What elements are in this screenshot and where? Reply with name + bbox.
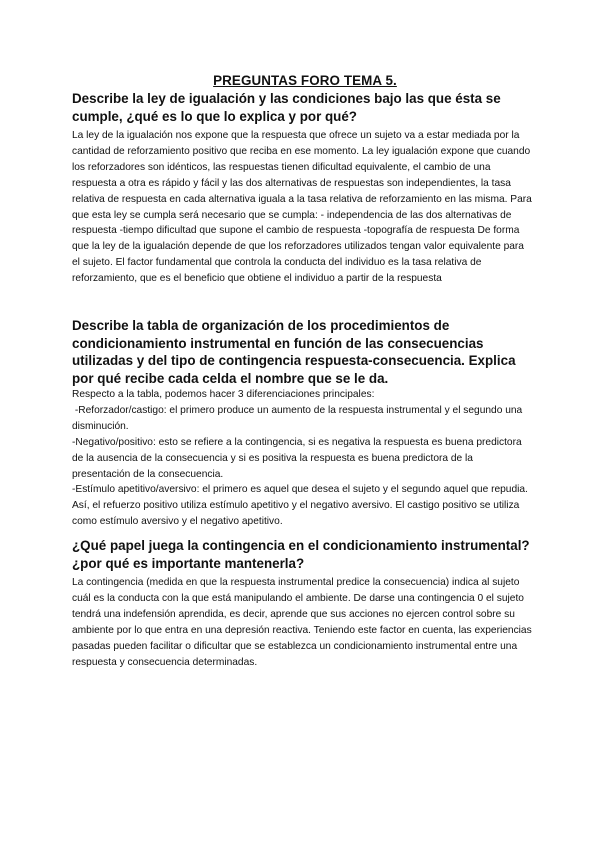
answer-3: [72, 575, 534, 670]
question-3: ¿Qué papel juega la contingencia en el condicionamiento instrumental? ¿por qué es importante mantenerla?: [72, 538, 530, 571]
answer-1: [72, 128, 534, 287]
answer-paragraph: La contingencia (medida en que la respuesta instrumental predice la consecuencia) indica al sujeto cuál es la conducta con la que está manipulando el ambiente. De darse una contingencia 0 el sujeto tendrá una indefensión aprendida, es decir, aprende que sus acciones no ejercen control sobre su ambiente por lo que entra en una depresión reactiva. Teniendo este factor en cuenta, las experiencias pasadas pueden facilitar o dificultar que se establezca un condicionamiento instrumental entre una respuesta y consecuencia determinadas.: [72, 577, 535, 668]
answer-paragraph: La ley de la igualación nos expone que la respuesta que ofrece un sujeto va a estar mediada por la cantidad de reforzamiento positivo que reciba en ese momento. La ley igualación expone que cuando los reforzadores son idénticos, las respuestas tienen dificultad equivalente, el cambio de una respuesta a otra es rápido y fácil y las dos alternativas de respuestas son independientes, la tasa relativa de respuesta en cada alternativa iguala a la tasa relativa de reforzamiento en las misma. Para que esta ley se cumpla será necesario que se cumpla: - independencia de las dos alternativas de respuesta -tiempo dificultad que supone el cambio de respuesta -topografía de respuesta De forma que la ley de la igualación depende de que los reforzadores utilizados tengan valor equivalente para el sujeto. El factor fundamental que controla la conducta del individuo es la tasa relativa de reforzamiento, que es el beneficio que obtiene el individuo a partir de la respuesta: [72, 130, 535, 285]
answer-paragraph: -Negativo/positivo: esto se refiere a la contingencia, si es negativa la respuesta es buena predictora de la ausencia de la consecuencia y si es positiva la respuesta es buena predictora de la presentación de la consecuencia.: [72, 436, 525, 480]
question-2: Describe la tabla de organización de los procedimientos de condicionamiento instrumental en función de las consecuencias utilizadas y del tipo de contingencia respuesta-consecuencia. Explica por qué recibe cada celda el nombre que se le da.: [72, 318, 516, 386]
answer-paragraph: -Reforzador/castigo: el primero produce un aumento de la respuesta instrumental y el segundo una disminución.: [72, 404, 526, 432]
answer-paragraph: Respecto a la tabla, podemos hacer 3 diferenciaciones principales:: [72, 389, 375, 400]
answer-paragraph: -Estímulo apetitivo/aversivo: el primero es aquel que desea el sujeto y el segundo aquel que repudia. Así, el refuerzo positivo utiliza estímulo apetitivo y el negativo aversivo. El castigo positivo se utiliza como estímulo aversivo y el negativo apetitivo.: [72, 484, 531, 528]
answer-2: [72, 387, 534, 530]
page-title: PREGUNTAS FORO TEMA 5.: [213, 73, 397, 88]
question-1: Describe la ley de igualación y las condiciones bajo las que ésta se cumple, ¿qué es lo que lo explica y por qué?: [72, 91, 501, 124]
